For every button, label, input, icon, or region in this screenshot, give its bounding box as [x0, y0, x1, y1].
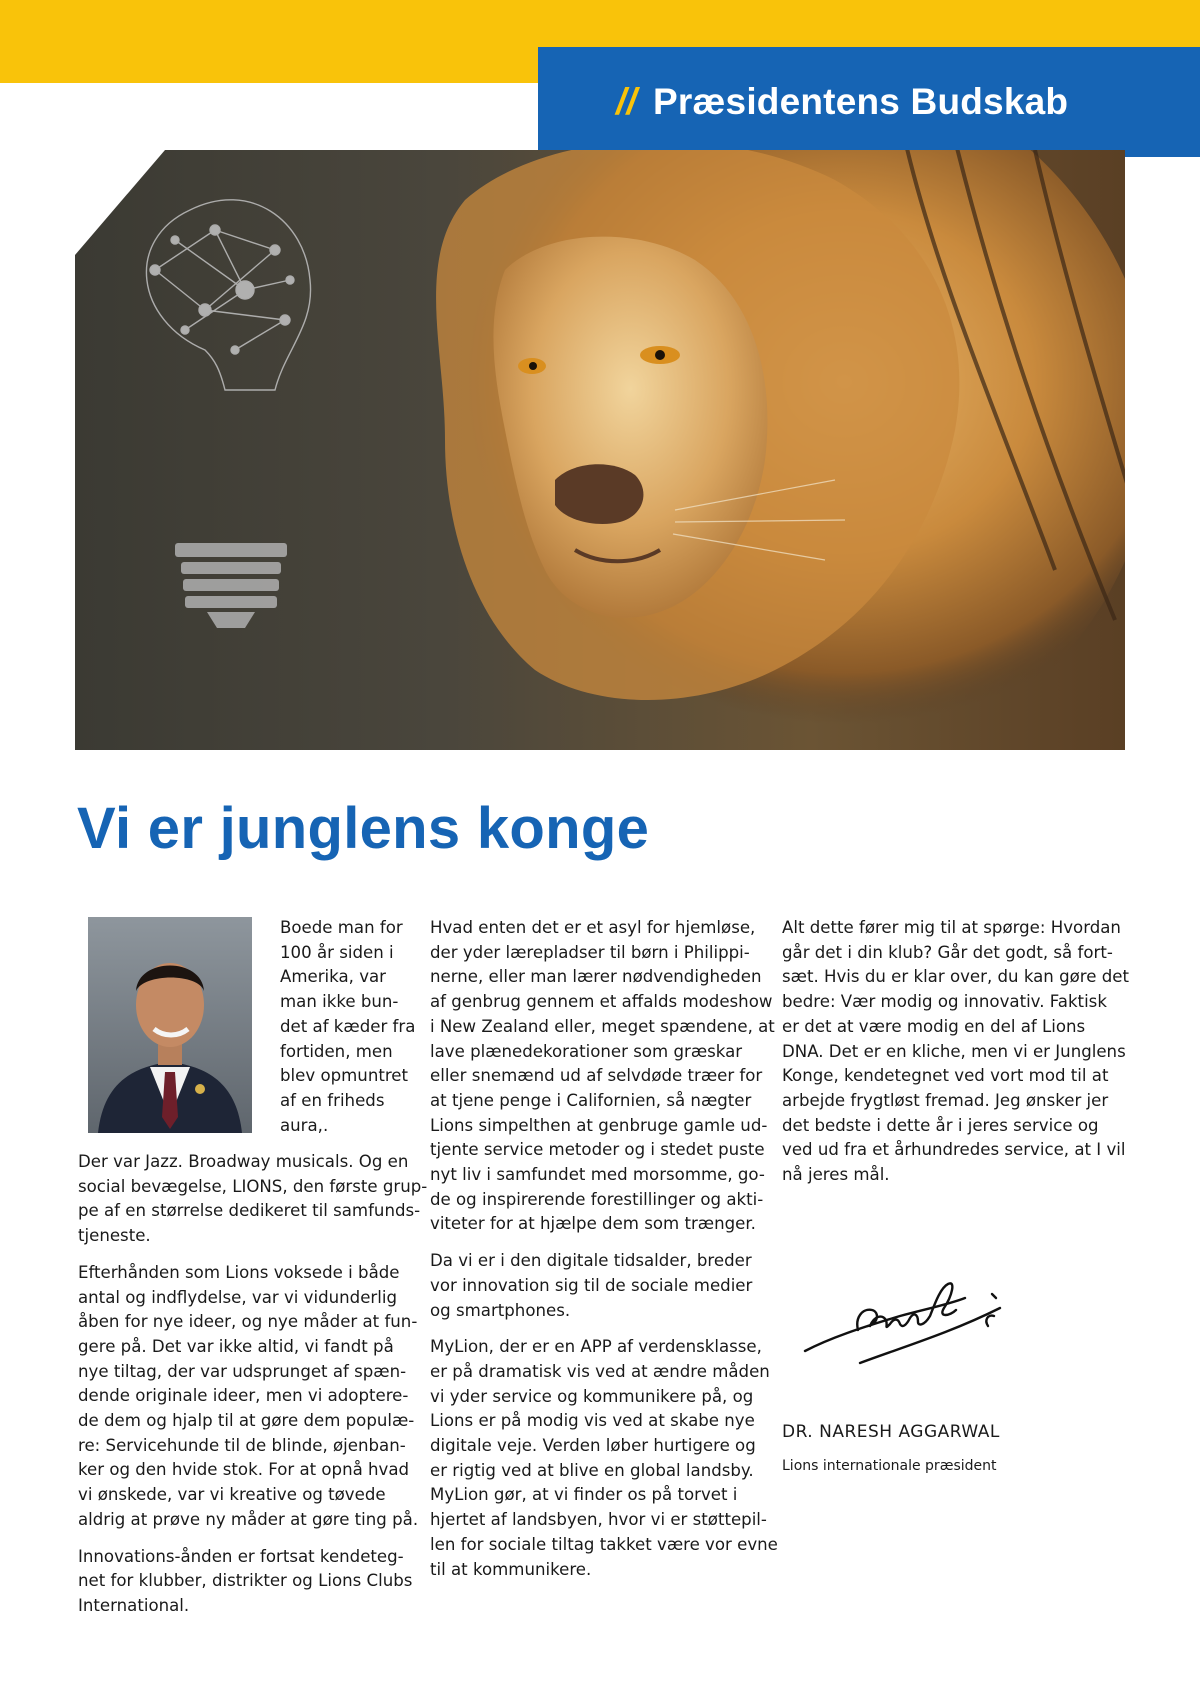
text-line: i New Zealand eller, meget spændene, at [430, 1016, 775, 1036]
text-line: nerne, eller man lærer nødvendigheden [430, 967, 762, 987]
text-line: der yder lærepladser til børn i Philippi- [430, 942, 750, 962]
signatory-name: DR. NARESH AGGARWAL [782, 1422, 1000, 1442]
text-line: tjeneste. [78, 1226, 151, 1246]
signatory-title: Lions internationale præsident [782, 1458, 997, 1474]
text-line: hjertet af landsbyen, hvor vi er støttepil- [430, 1510, 767, 1530]
wrap-line: Boede man for [280, 918, 403, 937]
text-line: Alt dette fører mig til at spørge: Hvordan [782, 918, 1121, 937]
wrap-line: 100 år siden i [280, 942, 394, 962]
wrap-line: aura,. [280, 1115, 329, 1135]
text-line: antal og indflydelse, var vi vidunderlig [78, 1287, 398, 1307]
text-line: nå jeres mål. [782, 1165, 890, 1185]
text-line: tjente service metoder og i stedet puste [430, 1140, 765, 1160]
text-line: er rigtig ved at blive en global landsby. [430, 1460, 754, 1480]
text-line: de og inspirerende forestillinger og akti- [430, 1189, 764, 1209]
text-line: til at kommunikere. [430, 1559, 592, 1579]
text-line: Lions er på modig vis ved at skabe nye [430, 1411, 755, 1431]
article-column-1 [78, 1150, 428, 1631]
article-column-3 [782, 916, 1129, 1200]
text-line: eller snemænd ud af selvdøde træer for [430, 1066, 763, 1086]
text-line: gere på. Det var ikke altid, vi fandt på [78, 1336, 394, 1356]
article-headline: Vi er junglens konge [77, 796, 650, 861]
text-line: og smartphones. [430, 1300, 571, 1320]
text-line: nyt liv i samfundet med morsomme, go- [430, 1165, 765, 1185]
text-line: vor innovation sig til de sociale medier [430, 1275, 753, 1295]
paragraph [78, 1150, 428, 1249]
text-line: MyLion gør, at vi finder os på torvet i [430, 1485, 738, 1505]
hero-image [75, 150, 1125, 750]
wrap-line: man ikke bun- [280, 992, 399, 1012]
text-line: ker og den hvide stok. For at opnå hvad [78, 1460, 410, 1480]
paragraph [782, 916, 1129, 1188]
text-line: aldrig at prøve ny måder at gøre ting på. [78, 1509, 419, 1529]
text-line: social bevægelse, LIONS, den første grup- [78, 1176, 428, 1196]
text-line: åben for nye ideer, og nye måder at fun- [78, 1312, 418, 1332]
text-line: at tjene penge i Californien, så nægter [430, 1090, 752, 1110]
banner-slashes: // [616, 81, 637, 122]
paragraph [430, 916, 775, 1237]
text-line: len for sociale tiltag takket være vor evne [430, 1534, 778, 1554]
text-line: de dem og hjalp til at gøre dem populæ- [78, 1411, 415, 1431]
text-line: digitale veje. Verden løber hurtigere og [430, 1436, 756, 1456]
text-line: International. [78, 1595, 190, 1615]
handwritten-signature [800, 1268, 1010, 1368]
text-line: Da vi er i den digitale tidsalder, breder [430, 1251, 752, 1271]
intro-wrap-text [280, 916, 430, 1138]
wrap-line: blev opmuntret [280, 1066, 409, 1086]
wrap-line: af en friheds [280, 1090, 385, 1110]
text-line: går det i din klub? Går det godt, så fort- [782, 942, 1113, 962]
text-line: sæt. Hvis du er klar over, du kan gøre det [782, 967, 1129, 987]
text-line: DNA. Det er en kliche, men vi er Junglens [782, 1041, 1126, 1061]
text-line: arbejde frygtløst fremad. Jeg ønsker jer [782, 1090, 1109, 1110]
text-line: dende originale ideer, men vi adoptere- [78, 1386, 409, 1406]
text-line: Der var Jazz. Broadway musicals. Og en [78, 1152, 409, 1171]
paragraph [430, 1335, 778, 1582]
text-line: er på dramatisk vis ved at ændre måden [430, 1361, 770, 1381]
text-line: lave plænedekorationer som græskar [430, 1041, 743, 1061]
paragraph [78, 1261, 418, 1533]
text-line: pe af en størrelse dedikeret til samfunds- [78, 1201, 421, 1221]
president-portrait [88, 917, 252, 1133]
text-line: det bedste i dette år i jeres service og [782, 1115, 1099, 1135]
text-line: Innovations-ånden er fortsat kendeteg- [78, 1546, 404, 1566]
text-line: net for klubber, distrikter og Lions Clubs [78, 1571, 413, 1591]
text-line: re: Servicehunde til de blinde, øjenban- [78, 1435, 406, 1455]
section-banner [538, 47, 1200, 157]
text-line: vi yder service og kommunikere på, og [430, 1386, 754, 1406]
text-line: bedre: Vær modig og innovativ. Faktisk [782, 992, 1107, 1012]
wrap-line: fortiden, men [280, 1041, 393, 1061]
wrap-line: Amerika, var [280, 967, 387, 987]
text-line: af genbrug gennem et affalds modeshow [430, 992, 773, 1012]
text-line: MyLion, der er en APP af verdensklasse, [430, 1337, 762, 1357]
section-title-text: Præsidentens Budskab [652, 81, 1069, 122]
text-line: vi ønskede, var vi kreative og tøvede [78, 1485, 386, 1505]
section-title [616, 81, 1068, 123]
text-line: ved ud fra et århundredes service, at I vil [782, 1140, 1126, 1160]
text-line: nye tiltag, der var udsprunget af spæn- [78, 1361, 407, 1381]
text-line: Hvad enten det er et asyl for hjemløse, [430, 918, 756, 937]
paragraph [430, 1249, 770, 1323]
article-column-2 [430, 916, 778, 1594]
text-line: viteter for at hjælpe dem som trænger. [430, 1214, 756, 1234]
text-line: er det at være modig en del af Lions [782, 1016, 1086, 1036]
wrap-line: det af kæder fra [280, 1016, 416, 1036]
paragraph [78, 1545, 418, 1619]
text-line: Lions simpelthen at genbruge gamle ud- [430, 1115, 768, 1135]
text-line: Efterhånden som Lions voksede i både [78, 1262, 400, 1282]
text-line: Konge, kendetegnet ved vort mod til at [782, 1066, 1109, 1086]
